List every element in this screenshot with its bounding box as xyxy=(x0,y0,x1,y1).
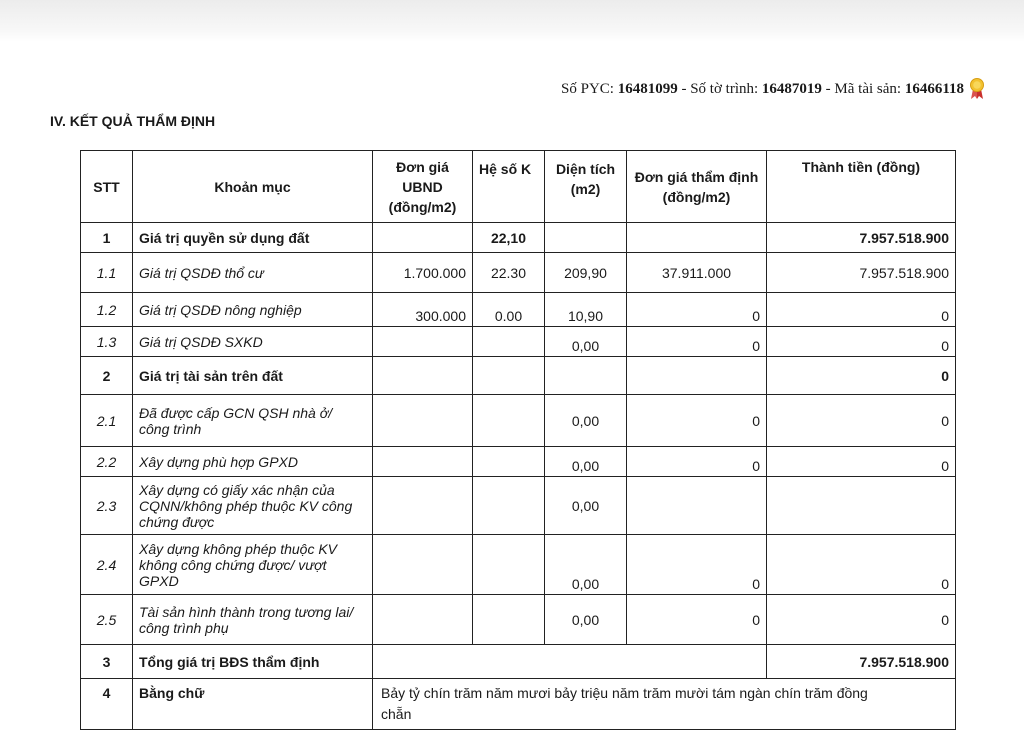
row-stt: 2.2 xyxy=(81,447,133,477)
row-amount: 7.957.518.900 xyxy=(767,253,956,293)
row-k xyxy=(473,447,545,477)
row-amount xyxy=(767,477,956,535)
table-row xyxy=(81,357,956,395)
section-title: IV. KẾT QUẢ THẨM ĐỊNH xyxy=(50,113,216,129)
row-stt: 2 xyxy=(81,357,133,395)
row-item: Bằng chữ xyxy=(133,679,373,730)
row-k xyxy=(473,395,545,447)
row-amount: 0 xyxy=(767,327,956,357)
header-stt: STT xyxy=(81,151,133,223)
row-amount: 7.957.518.900 xyxy=(767,645,956,679)
row-item: Giá trị QSDĐ SXKD xyxy=(133,327,373,357)
row-price: 0 xyxy=(627,535,767,595)
row-price: 0 xyxy=(627,447,767,477)
row-area: 0,00 xyxy=(545,395,627,447)
header-item: Khoản mục xyxy=(133,151,373,223)
header-amount: Thành tiền (đồng) xyxy=(767,151,956,223)
row-k xyxy=(473,595,545,645)
row-price xyxy=(627,223,767,253)
table-row xyxy=(81,447,956,477)
row-item: Xây dựng có giấy xác nhận của CQNN/không phép thuộc KV công chứng được xyxy=(133,477,373,535)
row-k xyxy=(473,535,545,595)
row-area xyxy=(545,357,627,395)
row-item: Xây dựng phù hợp GPXD xyxy=(133,447,373,477)
row-amount: 0 xyxy=(767,293,956,327)
top-shadow-strip xyxy=(0,0,1024,42)
header-appraised-price: Đơn giá thẩm định (đồng/m2) xyxy=(627,151,767,223)
row-ubnd xyxy=(373,357,473,395)
row-stt: 2.3 xyxy=(81,477,133,535)
row-amount: 0 xyxy=(767,357,956,395)
row-ubnd: 1.700.000 xyxy=(373,253,473,293)
row-k xyxy=(473,357,545,395)
row-ubnd xyxy=(373,595,473,645)
table-row xyxy=(81,293,956,327)
row-item: Giá trị QSDĐ nông nghiệp xyxy=(133,293,373,327)
row-amount: 0 xyxy=(767,447,956,477)
row-price: 0 xyxy=(627,327,767,357)
reference-line xyxy=(561,78,986,100)
row-price xyxy=(627,477,767,535)
row-amount: 0 xyxy=(767,395,956,447)
row-ubnd xyxy=(373,447,473,477)
row-area: 10,90 xyxy=(545,293,627,327)
row-k: 0.00 xyxy=(473,293,545,327)
row-stt: 1 xyxy=(81,223,133,253)
row-area: 0,00 xyxy=(545,595,627,645)
row-stt: 2.1 xyxy=(81,395,133,447)
row-item: Xây dựng không phép thuộc KV không công chứng được/ vượt GPXD xyxy=(133,535,373,595)
row-ubnd: 300.000 xyxy=(373,293,473,327)
row-area: 0,00 xyxy=(545,327,627,357)
row-k: 22.30 xyxy=(473,253,545,293)
row-stt: 1.2 xyxy=(81,293,133,327)
table-row xyxy=(81,253,956,293)
table-row xyxy=(81,595,956,645)
pyc-label: Số PYC: xyxy=(561,80,614,97)
header-area: Diện tích (m2) xyxy=(545,151,627,223)
appraisal-result-table xyxy=(80,150,956,730)
row-item: Đã được cấp GCN QSH nhà ở/ công trình xyxy=(133,395,373,447)
row-ubnd xyxy=(373,395,473,447)
asset-value: 16466118 xyxy=(904,80,964,97)
table-row xyxy=(81,327,956,357)
table-row xyxy=(81,645,956,679)
totrinh-value: 16487019 xyxy=(761,80,822,97)
row-item: Giá trị QSDĐ thổ cư xyxy=(133,253,373,293)
row-ubnd xyxy=(373,535,473,595)
row-k xyxy=(473,477,545,535)
row-area: 209,90 xyxy=(545,253,627,293)
row-price xyxy=(627,357,767,395)
row-item: Giá trị quyền sử dụng đất xyxy=(133,223,373,253)
row-stt: 1.3 xyxy=(81,327,133,357)
row-stt: 2.5 xyxy=(81,595,133,645)
row-stt: 4 xyxy=(81,679,133,730)
totrinh-label: - Số tờ trình: xyxy=(681,80,759,97)
row-item: Giá trị tài sản trên đất xyxy=(133,357,373,395)
row-area: 0,00 xyxy=(545,477,627,535)
row-ubnd xyxy=(373,223,473,253)
amount-in-words: Bảy tỷ chín trăm năm mươi bảy triệu năm trăm mười tám ngàn chín trăm đồng chẵn xyxy=(373,679,956,730)
table-row xyxy=(81,535,956,595)
table-row xyxy=(81,395,956,447)
row-price: 0 xyxy=(627,395,767,447)
header-k-factor: Hệ số K xyxy=(473,151,545,223)
row-ubnd xyxy=(373,477,473,535)
medal-icon xyxy=(968,78,986,100)
row-price: 37.911.000 xyxy=(627,253,767,293)
row-area: 0,00 xyxy=(545,535,627,595)
table-row xyxy=(81,223,956,253)
row-stt: 1.1 xyxy=(81,253,133,293)
row-k xyxy=(473,327,545,357)
row-ubnd xyxy=(373,327,473,357)
row-k: 22,10 xyxy=(473,223,545,253)
row-stt: 2.4 xyxy=(81,535,133,595)
pyc-value: 16481099 xyxy=(617,80,678,97)
row-amount: 0 xyxy=(767,535,956,595)
row-amount: 7.957.518.900 xyxy=(767,223,956,253)
row-price: 0 xyxy=(627,293,767,327)
row-item: Tài sản hình thành trong tương lai/ công trình phụ xyxy=(133,595,373,645)
table-row xyxy=(81,679,956,730)
table-header-row xyxy=(81,151,956,223)
row-price: 0 xyxy=(627,595,767,645)
row-merged-empty xyxy=(373,645,767,679)
row-item: Tổng giá trị BĐS thẩm định xyxy=(133,645,373,679)
row-amount: 0 xyxy=(767,595,956,645)
row-area xyxy=(545,223,627,253)
table-row xyxy=(81,477,956,535)
header-ubnd-price: Đơn giá UBND (đồng/m2) xyxy=(373,151,473,223)
asset-label: - Mã tài sản: xyxy=(825,80,902,97)
row-area: 0,00 xyxy=(545,447,627,477)
row-stt: 3 xyxy=(81,645,133,679)
